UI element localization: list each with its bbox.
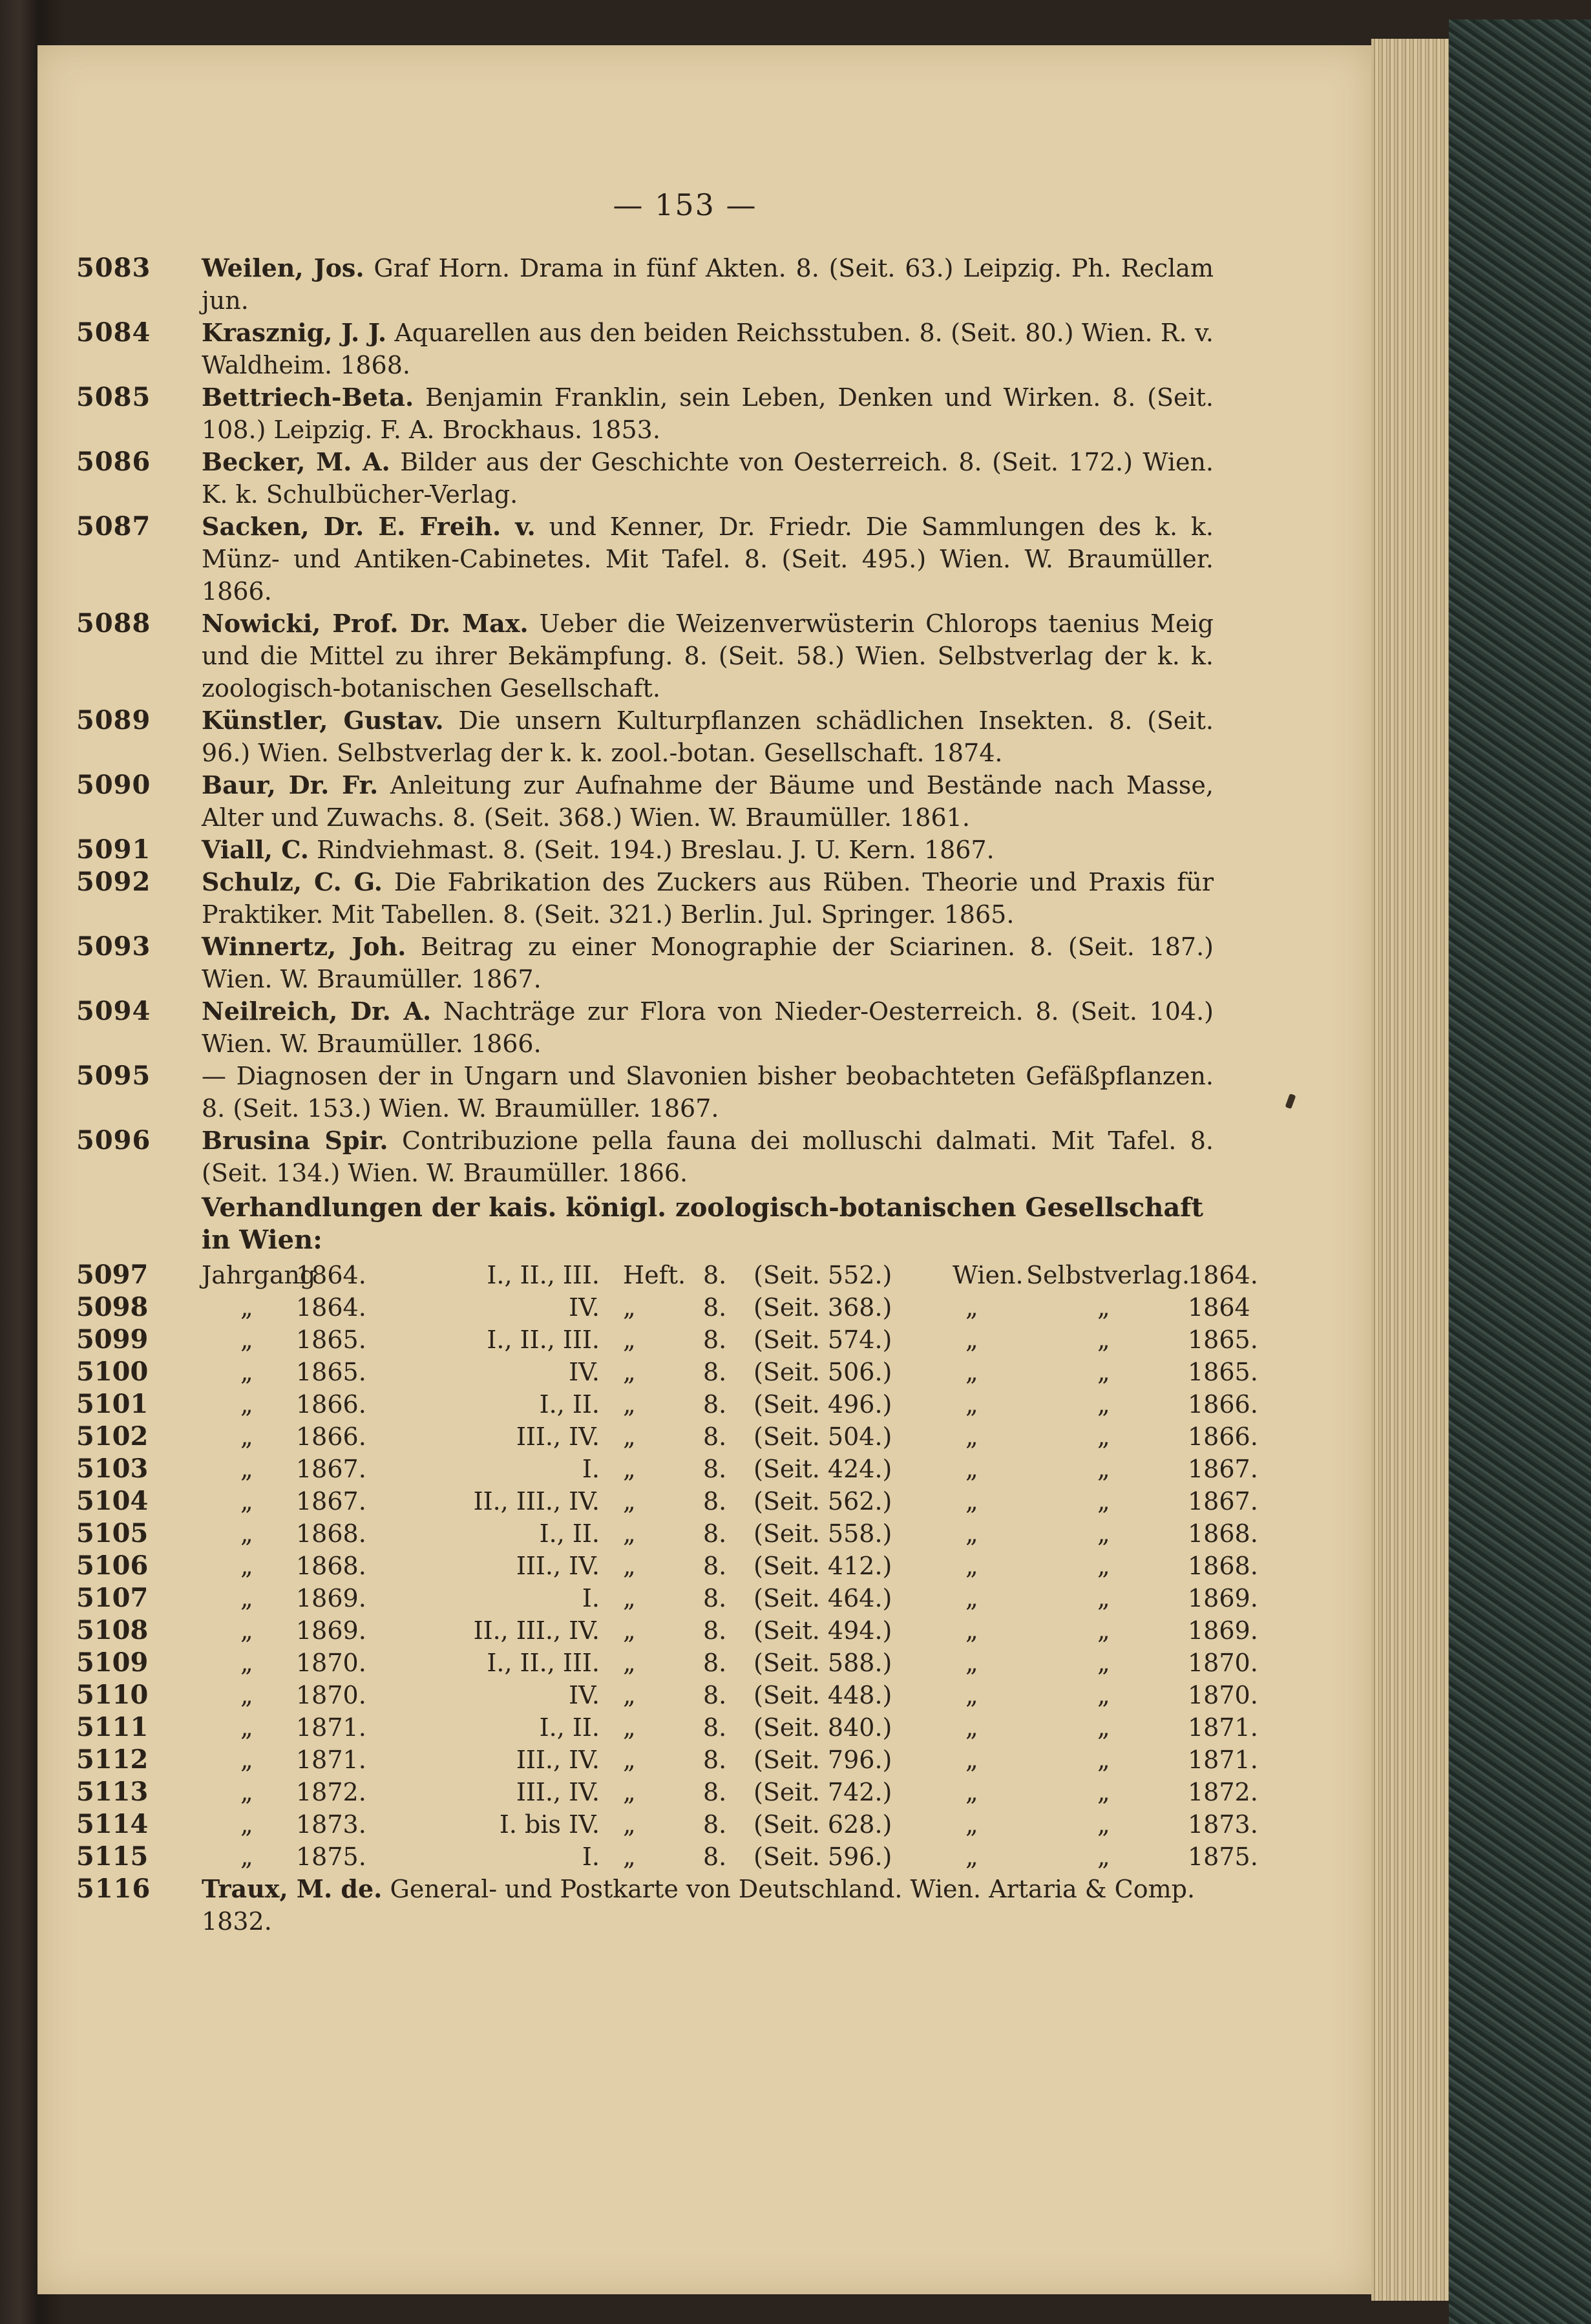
row-label: „ <box>240 1519 253 1548</box>
row-format: 8. <box>703 1519 727 1548</box>
table-row <box>76 1711 1258 1744</box>
entry-author: Viall, C. <box>202 835 310 864</box>
row-format: 8. <box>703 1649 727 1677</box>
catalog-entry <box>76 704 1214 769</box>
catalog-text <box>76 252 1258 1938</box>
row-format: 8. <box>703 1778 727 1806</box>
catalog-entry <box>76 1125 1214 1189</box>
catalog-entry <box>76 607 1214 704</box>
row-parts: I. bis IV. <box>499 1810 600 1839</box>
row-number: 5114 <box>76 1809 149 1839</box>
entry-description: General- und Postkarte von Deutschland. Wien. Artaria & Comp. 1832. <box>202 1875 1196 1936</box>
row-heft: „ <box>623 1293 636 1322</box>
row-format: 8. <box>703 1746 727 1774</box>
row-format: 8. <box>703 1261 727 1289</box>
row-publisher: „ <box>1097 1552 1110 1580</box>
row-year: 1871. <box>296 1746 366 1774</box>
row-publisher: „ <box>1097 1843 1110 1871</box>
table-row <box>76 1744 1258 1776</box>
entry-author: Becker, M. A. <box>202 447 390 476</box>
table-row <box>76 1453 1258 1485</box>
row-year: 1870. <box>296 1681 366 1709</box>
row-parts: I., II. <box>539 1713 600 1742</box>
row-label: „ <box>240 1843 253 1871</box>
catalog-entry <box>76 995 1214 1060</box>
catalog-entry <box>76 834 1214 866</box>
row-label: „ <box>240 1358 253 1386</box>
row-heft: „ <box>623 1616 636 1645</box>
entry-description: Die unsern Kulturpflanzen schädlichen Insekten. 8. (Seit. 96.) Wien. Selbstverlag der k. k. zool.-botan. Gesellschaft. 1874. <box>202 706 1214 767</box>
row-pages: (Seit. 596.) <box>753 1843 892 1871</box>
row-pages: (Seit. 424.) <box>753 1455 892 1483</box>
row-place: „ <box>965 1584 978 1612</box>
row-number: 5105 <box>76 1518 149 1548</box>
row-format: 8. <box>703 1584 727 1612</box>
row-publisher: „ <box>1097 1390 1110 1419</box>
row-pages: (Seit. 504.) <box>753 1422 892 1451</box>
row-parts: I., II., III. <box>487 1261 600 1289</box>
row-heft: „ <box>623 1843 636 1871</box>
table-row <box>76 1582 1258 1614</box>
row-number: 5100 <box>76 1357 149 1387</box>
entry-description: Nachträge zur Flora von Nieder-Oesterreich. 8. (Seit. 104.) Wien. W. Braumüller. 1866. <box>202 997 1214 1058</box>
row-pub-year: 1868. <box>1188 1552 1258 1580</box>
row-parts: II., III., IV. <box>473 1487 600 1516</box>
row-publisher: „ <box>1097 1746 1110 1774</box>
entry-description: Beitrag zu einer Monographie der Sciarinen. 8. (Seit. 187.) Wien. W. Braumüller. 1867. <box>202 933 1214 993</box>
row-parts: I., II. <box>539 1390 600 1419</box>
catalog-entry <box>76 381 1214 446</box>
row-number: 5109 <box>76 1647 149 1678</box>
entry-number: 5116 <box>76 1874 151 1904</box>
table-row <box>76 1550 1258 1582</box>
entry-number: 5096 <box>76 1125 151 1156</box>
row-number: 5115 <box>76 1841 149 1872</box>
row-pub-year: 1867. <box>1188 1487 1258 1516</box>
page-edges <box>1371 39 1449 2301</box>
row-pages: (Seit. 574.) <box>753 1326 892 1354</box>
row-publisher: „ <box>1097 1422 1110 1451</box>
row-pub-year: 1865. <box>1188 1326 1258 1354</box>
entry-text <box>202 1875 1195 1936</box>
row-number: 5107 <box>76 1583 149 1613</box>
table-row <box>76 1485 1258 1517</box>
row-year: 1869. <box>296 1584 366 1612</box>
row-label: Jahrgang <box>202 1261 316 1289</box>
catalog-entry <box>76 446 1214 511</box>
row-pages: (Seit. 588.) <box>753 1649 892 1677</box>
entry-description: Graf Horn. Drama in fünf Akten. 8. (Seit. 63.) Leipzig. Ph. Reclam jun. <box>202 254 1214 315</box>
row-year: 1875. <box>296 1843 366 1871</box>
row-pages: (Seit. 840.) <box>753 1713 892 1742</box>
entry-author: Schulz, C. G. <box>202 867 383 896</box>
table-row <box>76 1356 1258 1388</box>
entry-number: 5089 <box>76 705 151 735</box>
entry-description: Aquarellen aus den beiden Reichsstuben. 8. (Seit. 80.) Wien. R. v. Waldheim. 1868. <box>202 319 1214 379</box>
entry-author: Brusina Spir. <box>202 1126 388 1155</box>
catalog-entry <box>76 1060 1214 1125</box>
row-publisher: „ <box>1097 1810 1110 1839</box>
table-row <box>76 1291 1250 1324</box>
entry-number: 5095 <box>76 1061 151 1091</box>
entry-number: 5093 <box>76 931 151 962</box>
row-number: 5111 <box>76 1712 149 1742</box>
row-format: 8. <box>703 1487 727 1516</box>
row-parts: III., IV. <box>516 1552 600 1580</box>
row-pages: (Seit. 506.) <box>753 1358 892 1386</box>
row-parts: IV. <box>569 1293 600 1322</box>
row-publisher: „ <box>1097 1293 1110 1322</box>
row-pub-year: 1864. <box>1188 1261 1258 1289</box>
row-publisher: „ <box>1097 1455 1110 1483</box>
row-pub-year: 1872. <box>1188 1778 1258 1806</box>
row-number: 5099 <box>76 1324 149 1355</box>
row-place: „ <box>965 1843 978 1871</box>
row-number: 5112 <box>76 1744 149 1775</box>
row-heft: „ <box>623 1422 636 1451</box>
row-label: „ <box>240 1681 253 1709</box>
row-year: 1872. <box>296 1778 366 1806</box>
row-parts: I. <box>582 1455 600 1483</box>
row-parts: I. <box>582 1584 600 1612</box>
entry-author: Künstler, Gustav. <box>202 706 444 735</box>
row-place: „ <box>965 1519 978 1548</box>
row-heft: „ <box>623 1649 636 1677</box>
row-format: 8. <box>703 1681 727 1709</box>
row-format: 8. <box>703 1616 727 1645</box>
row-pub-year: 1870. <box>1188 1649 1258 1677</box>
row-pages: (Seit. 796.) <box>753 1746 892 1774</box>
row-format: 8. <box>703 1326 727 1354</box>
row-pages: (Seit. 412.) <box>753 1552 892 1580</box>
catalog-entry <box>76 769 1214 834</box>
table-row <box>76 1776 1258 1808</box>
row-pages: (Seit. 448.) <box>753 1681 892 1709</box>
row-year: 1873. <box>296 1810 366 1839</box>
row-heft: „ <box>623 1358 636 1386</box>
row-heft: „ <box>623 1746 636 1774</box>
volume-table <box>76 1259 1258 1873</box>
row-heft: „ <box>623 1778 636 1806</box>
row-year: 1871. <box>296 1713 366 1742</box>
row-publisher: „ <box>1097 1584 1110 1612</box>
row-label: „ <box>240 1778 253 1806</box>
row-pages: (Seit. 496.) <box>753 1390 892 1419</box>
table-row <box>76 1808 1258 1841</box>
entry-description: Ueber die Weizenverwüsterin Chlorops taenius Meig und die Mittel zu ihrer Bekämpfung. 8. (Seit. 58.) Wien. Selbstverlag der k. k. zoologisch-botanischen Gesellschaft. <box>202 609 1214 702</box>
entry-author: Baur, Dr. Fr. <box>202 770 379 799</box>
row-heft: Heft. <box>623 1261 686 1289</box>
row-pub-year: 1869. <box>1188 1616 1258 1645</box>
row-label: „ <box>240 1552 253 1580</box>
row-number: 5098 <box>76 1292 149 1322</box>
row-year: 1867. <box>296 1455 366 1483</box>
catalog-entry <box>76 252 1214 317</box>
row-parts: III., IV. <box>516 1422 600 1451</box>
entry-number: 5092 <box>76 867 151 897</box>
row-place: „ <box>965 1713 978 1742</box>
table-row <box>76 1679 1258 1711</box>
table-row <box>76 1517 1258 1550</box>
row-publisher: „ <box>1097 1487 1110 1516</box>
entry-description: Rindviehmast. 8. (Seit. 194.) Breslau. J. U. Kern. 1867. <box>309 836 995 864</box>
row-number: 5097 <box>76 1260 149 1290</box>
row-parts: I., II., III. <box>487 1326 600 1354</box>
row-number: 5113 <box>76 1777 149 1807</box>
row-format: 8. <box>703 1843 727 1871</box>
row-heft: „ <box>623 1455 636 1483</box>
entry-number: 5086 <box>76 447 151 477</box>
row-heft: „ <box>623 1519 636 1548</box>
entry-number: 5084 <box>76 317 151 348</box>
row-pub-year: 1869. <box>1188 1584 1258 1612</box>
row-pages: (Seit. 368.) <box>753 1293 892 1322</box>
entry-author: Sacken, Dr. E. Freih. v. <box>202 512 536 541</box>
row-year: 1868. <box>296 1519 366 1548</box>
row-heft: „ <box>623 1326 636 1354</box>
table-row <box>76 1259 1258 1291</box>
entry-number: 5085 <box>76 382 151 412</box>
row-year: 1864. <box>296 1261 366 1289</box>
row-label: „ <box>240 1455 253 1483</box>
row-publisher: „ <box>1097 1358 1110 1386</box>
entry-number: 5094 <box>76 996 151 1026</box>
entry-description: — Diagnosen der in Ungarn und Slavonien bisher beobachteten Gefäßpflanzen. 8. (Seit. 153.) Wien. W. Braumüller. 1867. <box>202 1062 1214 1123</box>
row-label: „ <box>240 1649 253 1677</box>
catalog-entry-5116 <box>76 1873 1214 1938</box>
row-year: 1866. <box>296 1422 366 1451</box>
row-pub-year: 1866. <box>1188 1390 1258 1419</box>
table-row <box>76 1324 1258 1356</box>
row-pages: (Seit. 628.) <box>753 1810 892 1839</box>
row-label: „ <box>240 1326 253 1354</box>
row-parts: III., IV. <box>516 1746 600 1774</box>
entry-number: 5083 <box>76 253 151 283</box>
row-pub-year: 1873. <box>1188 1810 1258 1839</box>
row-publisher: „ <box>1097 1681 1110 1709</box>
row-pub-year: 1864 <box>1188 1293 1250 1322</box>
row-label: „ <box>240 1584 253 1612</box>
row-number: 5108 <box>76 1615 149 1645</box>
row-pub-year: 1870. <box>1188 1681 1258 1709</box>
row-pub-year: 1871. <box>1188 1713 1258 1742</box>
row-number: 5104 <box>76 1486 149 1516</box>
row-place: „ <box>965 1487 978 1516</box>
row-pub-year: 1868. <box>1188 1519 1258 1548</box>
row-pub-year: 1866. <box>1188 1422 1258 1451</box>
row-place: „ <box>965 1326 978 1354</box>
row-place: „ <box>965 1358 978 1386</box>
row-place: „ <box>965 1681 978 1709</box>
page-number: — 153 — <box>613 187 757 222</box>
row-year: 1870. <box>296 1649 366 1677</box>
row-parts: I., II. <box>539 1519 600 1548</box>
row-year: 1865. <box>296 1326 366 1354</box>
row-number: 5102 <box>76 1421 149 1452</box>
entry-number: 5090 <box>76 770 151 800</box>
table-row <box>76 1841 1258 1873</box>
table-row <box>76 1388 1258 1421</box>
row-heft: „ <box>623 1487 636 1516</box>
row-pages: (Seit. 552.) <box>753 1261 892 1289</box>
entry-description: Die Fabrikation des Zuckers aus Rüben. Theorie und Praxis für Praktiker. Mit Tabellen. 8. (Seit. 321.) Berlin. Jul. Springer. 1865. <box>202 868 1214 929</box>
row-publisher: „ <box>1097 1519 1110 1548</box>
row-heft: „ <box>623 1552 636 1580</box>
entry-description: und Kenner, Dr. Friedr. Die Sammlungen des k. k. Münz- und Antiken-Cabinetes. Mit Tafel. 8. (Seit. 495.) Wien. W. Braumüller. 1866. <box>202 512 1214 606</box>
catalog-entry <box>76 866 1214 931</box>
row-label: „ <box>240 1616 253 1645</box>
row-pub-year: 1867. <box>1188 1455 1258 1483</box>
entry-description: Benjamin Franklin, sein Leben, Denken und Wirken. 8. (Seit. 108.) Leipzig. F. A. Brockhaus. 1853. <box>202 383 1214 444</box>
row-year: 1866. <box>296 1390 366 1419</box>
row-publisher: „ <box>1097 1778 1110 1806</box>
row-place: Wien. <box>953 1261 1024 1289</box>
row-label: „ <box>240 1487 253 1516</box>
entry-author: Nowicki, Prof. Dr. Max. <box>202 609 529 638</box>
row-heft: „ <box>623 1390 636 1419</box>
entry-author: Winnertz, Joh. <box>202 932 406 961</box>
row-publisher: Selbstverlag. <box>1026 1261 1190 1289</box>
row-format: 8. <box>703 1358 727 1386</box>
row-label: „ <box>240 1422 253 1451</box>
table-row <box>76 1421 1258 1453</box>
entry-author: Neilreich, Dr. A. <box>202 997 432 1026</box>
row-parts: II., III., IV. <box>473 1616 600 1645</box>
entry-author: Weilen, Jos. <box>202 253 364 282</box>
entry-author: Bettriech-Beta. <box>202 383 414 412</box>
row-place: „ <box>965 1455 978 1483</box>
section-heading: Verhandlungen der kais. königl. zoologisch-botanischen Gesellschaft in Wien: <box>202 1192 1203 1255</box>
table-row <box>76 1614 1258 1647</box>
row-parts: III., IV. <box>516 1778 600 1806</box>
entry-description: Anleitung zur Aufnahme der Bäume und Bestände nach Masse, Alter und Zuwachs. 8. (Seit. 368.) Wien. W. Braumüller. 1861. <box>202 771 1214 832</box>
catalog-entry <box>76 511 1214 607</box>
row-heft: „ <box>623 1681 636 1709</box>
row-label: „ <box>240 1810 253 1839</box>
row-label: „ <box>240 1390 253 1419</box>
entry-author: Krasznig, J. J. <box>202 318 387 347</box>
row-place: „ <box>965 1293 978 1322</box>
row-pages: (Seit. 742.) <box>753 1778 892 1806</box>
row-publisher: „ <box>1097 1713 1110 1742</box>
row-format: 8. <box>703 1390 727 1419</box>
row-label: „ <box>240 1746 253 1774</box>
row-place: „ <box>965 1552 978 1580</box>
row-pages: (Seit. 558.) <box>753 1519 892 1548</box>
row-place: „ <box>965 1810 978 1839</box>
row-pub-year: 1875. <box>1188 1843 1258 1871</box>
row-format: 8. <box>703 1455 727 1483</box>
entry-description: Bilder aus der Geschichte von Oesterreich. 8. (Seit. 172.) Wien. K. k. Schulbücher-Verlag. <box>202 448 1214 509</box>
row-format: 8. <box>703 1713 727 1742</box>
row-pages: (Seit. 562.) <box>753 1487 892 1516</box>
row-publisher: „ <box>1097 1616 1110 1645</box>
row-number: 5103 <box>76 1453 149 1484</box>
entry-description: Contribuzione pella fauna dei molluschi dalmati. Mit Tafel. 8. (Seit. 134.) Wien. W. Braumüller. 1866. <box>202 1126 1214 1187</box>
row-parts: I. <box>582 1843 600 1871</box>
catalog-entry <box>76 317 1214 381</box>
row-place: „ <box>965 1778 978 1806</box>
row-year: 1867. <box>296 1487 366 1516</box>
row-heft: „ <box>623 1584 636 1612</box>
table-row <box>76 1647 1258 1679</box>
row-label: „ <box>240 1293 253 1322</box>
row-year: 1864. <box>296 1293 366 1322</box>
row-year: 1865. <box>296 1358 366 1386</box>
row-place: „ <box>965 1746 978 1774</box>
entry-number: 5088 <box>76 608 151 639</box>
entry-author: Traux, M. de. <box>202 1874 383 1903</box>
book-cover <box>1449 19 1591 2324</box>
row-parts: I., II., III. <box>487 1649 600 1677</box>
row-heft: „ <box>623 1713 636 1742</box>
row-publisher: „ <box>1097 1649 1110 1677</box>
row-year: 1868. <box>296 1552 366 1580</box>
row-number: 5101 <box>76 1389 149 1419</box>
row-publisher: „ <box>1097 1326 1110 1354</box>
row-heft: „ <box>623 1810 636 1839</box>
row-format: 8. <box>703 1293 727 1322</box>
row-format: 8. <box>703 1810 727 1839</box>
row-pub-year: 1871. <box>1188 1746 1258 1774</box>
row-place: „ <box>965 1422 978 1451</box>
row-format: 8. <box>703 1422 727 1451</box>
row-number: 5106 <box>76 1550 149 1581</box>
row-label: „ <box>240 1713 253 1742</box>
row-format: 8. <box>703 1552 727 1580</box>
row-year: 1869. <box>296 1616 366 1645</box>
row-parts: IV. <box>569 1358 600 1386</box>
row-pages: (Seit. 464.) <box>753 1584 892 1612</box>
entry-number: 5087 <box>76 511 151 542</box>
row-place: „ <box>965 1616 978 1645</box>
entry-number: 5091 <box>76 834 151 865</box>
row-pub-year: 1865. <box>1188 1358 1258 1386</box>
row-parts: IV. <box>569 1681 600 1709</box>
row-number: 5110 <box>76 1680 149 1710</box>
row-pages: (Seit. 494.) <box>753 1616 892 1645</box>
row-place: „ <box>965 1649 978 1677</box>
row-place: „ <box>965 1390 978 1419</box>
catalog-entry <box>76 931 1214 995</box>
entry-list <box>76 252 1214 1189</box>
